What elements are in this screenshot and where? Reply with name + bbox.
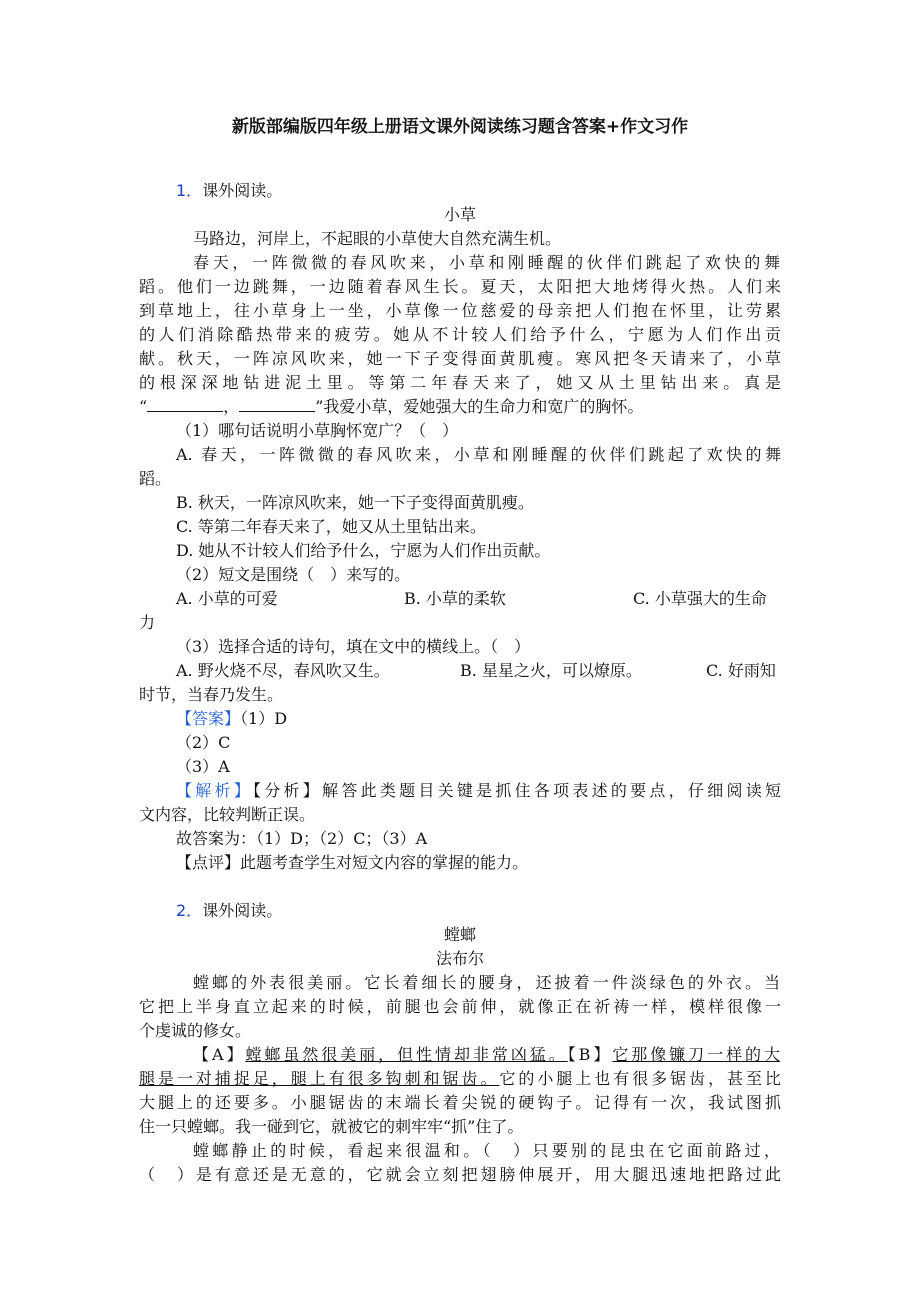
option-b: B. 小草的柔软 — [404, 589, 506, 608]
question-number: 2． — [176, 901, 203, 920]
paragraph-line: 到草地上，往小草身上一坐，小草像一位慈爱的母亲把人们抱在怀里，让劳累 — [139, 301, 781, 320]
answer-line — [176, 707, 287, 731]
option-a: A. 野火烧不尽，春风吹又生。 — [176, 661, 390, 680]
paragraph-line: 马路边，河岸上，不起眼的小草使大自然充满生机。 — [193, 229, 562, 248]
analysis-line: 【解析】【分析】解答此类题目关键是抓住各项表述的要点，仔细阅读短 — [176, 781, 781, 800]
underlined-sentence-a: 螳螂虽然很美丽，但性情却非常凶猛。 — [245, 1045, 568, 1064]
paragraph-line-marked: 腿是一对捕捉足，腿上有很多钩刺和锯齿。它的小腿上也有很多锯齿，甚至比 — [139, 1069, 781, 1088]
comment: 【点评】此题考查学生对短文内容的掌握的能力。 — [176, 853, 529, 872]
paragraph-line: （ ）是有意还是无意的，它就会立刻把翅膀伸展开，用大腿迅速地把路过此 — [139, 1165, 781, 1184]
fill-blank-2[interactable] — [239, 397, 315, 412]
passage-title: 螳螂 — [443, 925, 476, 944]
option-c-cont: 力 — [139, 613, 156, 632]
question-heading-text: 课外阅读。 — [202, 901, 283, 920]
paragraph-line: 献。秋天，一阵凉风吹来，她一下子变得面黄肌瘦。寒风把冬天请来了，小草 — [139, 349, 781, 368]
passage-title: 小草 — [443, 205, 476, 224]
paragraph-line: 大腿上的还要多。小腿锯齿的末端长着尖锐的硬钩子。记得有一次，我试图抓 — [139, 1093, 781, 1112]
question-1-heading — [176, 179, 282, 203]
question-heading-text: 课外阅读。 — [202, 181, 283, 200]
underlined-sentence-b: 它那像镰刀一样的大 — [612, 1045, 780, 1064]
sub-question-1: （1）哪句话说明小草胸怀宽广？（ ） — [176, 421, 459, 440]
option-a-cont: 蹈。 — [139, 469, 172, 488]
document-title: 新版部编版四年级上册语文课外阅读练习题含答案+作文习作 — [231, 117, 689, 137]
paragraph-line-with-blanks: “ ， ”我爱小草，爱她强大的生命力和宽广的胸怀。 — [139, 397, 644, 416]
passage-author: 法布尔 — [435, 949, 484, 968]
option-c: C. 小草强大的生命 — [633, 589, 767, 608]
option-c-cont: 时节，当春乃发生。 — [139, 685, 284, 704]
paragraph-line: 螳螂的外表很美丽。它长着细长的腰身，还披着一件淡绿色的外衣。当 — [193, 973, 780, 992]
paragraph-line: 螳螂静止的时候，看起来很温和。（ ）只要别的昆虫在它面前路过， — [193, 1141, 780, 1160]
question-number: 1． — [176, 181, 203, 200]
answer-3: （3）A — [176, 757, 230, 776]
option-a: A. 小草的可爱 — [176, 589, 278, 608]
answer-tag: 【答案】 — [176, 709, 241, 728]
option-b: B. 秋天，一阵凉风吹来，她一下子变得面黄肌瘦。 — [176, 493, 534, 512]
answer-2: （2）C — [176, 733, 231, 752]
sub-question-3: （3）选择合适的诗句，填在文中的横线上。（ ） — [176, 637, 531, 656]
paragraph-line: 的人们消除酷热带来的疲劳。她从不计较人们给予什么，宁愿为人们作出贡 — [139, 325, 781, 344]
question-2-heading — [176, 899, 282, 923]
paragraph-line: 春天，一阵微微的春风吹来，小草和刚睡醒的伙伴们跳起了欢快的舞 — [193, 253, 780, 272]
paragraph-line: 蹈。他们一边跳舞，一边随着春风生长。夏天，太阳把大地烤得火热。人们来 — [139, 277, 781, 296]
paragraph-line-marked: 【A】螳螂虽然很美丽，但性情却非常凶猛。【B】它那像镰刀一样的大 — [193, 1045, 780, 1064]
analysis-tag: 【解析】 — [176, 781, 254, 800]
option-a: A. 春天，一阵微微的春风吹来，小草和刚睡醒的伙伴们跳起了欢快的舞 — [176, 445, 781, 464]
analysis-line-2: 文内容，比较判断正误。 — [139, 805, 316, 824]
final-answer: 故答案为：（1）D；（2）C；（3）A — [176, 829, 428, 848]
paragraph-line: 它把上半身直立起来的时候，前腿也会前伸，就像正在祈祷一样，模样很像一 — [139, 997, 781, 1016]
paragraph-line: 住一只螳螂。我一碰到它，就被它的刺牢牢“抓”住了。 — [139, 1117, 524, 1136]
sub-question-2: （2）短文是围绕（ ）来写的。 — [176, 565, 411, 584]
option-b: B. 星星之火，可以燎原。 — [460, 661, 642, 680]
paragraph-line: 的根深深地钻进泥土里。等第二年春天来了，她又从土里钻出来。真是 — [139, 373, 781, 392]
fill-blank-1[interactable] — [147, 397, 223, 412]
option-c: C. 好雨知 — [706, 661, 776, 680]
option-c: C. 等第二年春天来了，她又从土里钻出来。 — [176, 517, 486, 536]
answer-1: （1）D — [240, 709, 288, 728]
underlined-sentence-b-cont: 腿是一对捕捉足，腿上有很多钩刺和锯齿。 — [139, 1069, 500, 1088]
option-d: D. 她从不计较人们给予什么，宁愿为人们作出贡献。 — [176, 541, 551, 560]
paragraph-line: 个虔诚的修女。 — [139, 1021, 252, 1040]
